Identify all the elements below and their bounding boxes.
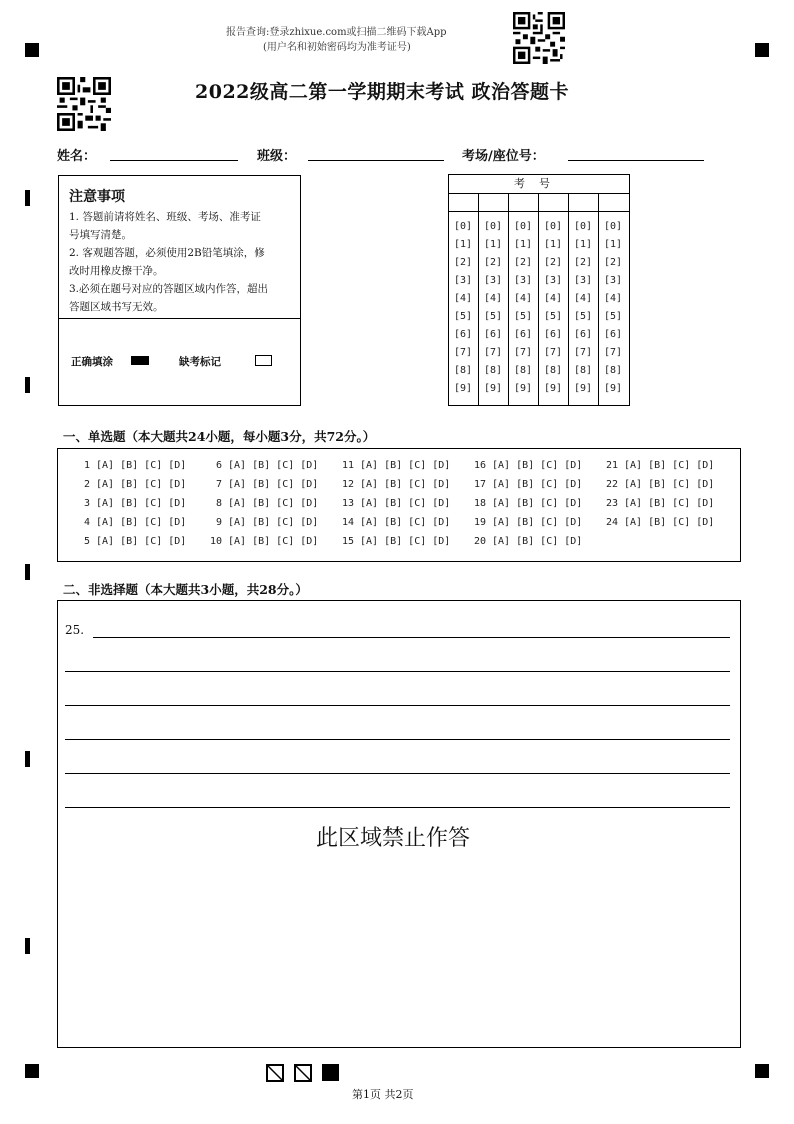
choice-question-row[interactable] xyxy=(336,460,450,471)
absent-mark-box[interactable] xyxy=(255,355,272,366)
question-number: 2 xyxy=(83,479,90,490)
exam-digit-bubble[interactable]: [3] xyxy=(544,275,563,286)
exam-digit-bubble[interactable]: [9] xyxy=(514,383,533,394)
exam-digit-bubble[interactable]: [3] xyxy=(484,275,503,286)
answer-options[interactable]: [A] [B] [C] [D] xyxy=(90,479,187,490)
question-number: 3 xyxy=(83,498,90,509)
blank-mark-icon xyxy=(266,1064,284,1082)
corner-mark-bottom-right xyxy=(755,1064,769,1078)
exam-digit-bubble[interactable]: [2] xyxy=(544,257,563,268)
choice-question-row[interactable] xyxy=(600,498,714,509)
choice-question-row[interactable] xyxy=(468,479,582,490)
notice-line: 改时用橡皮擦干净。 xyxy=(69,265,164,277)
choice-question-row[interactable] xyxy=(204,536,318,547)
answer-options[interactable]: [A] [B] [C] [D] xyxy=(222,517,319,528)
question-number: 5 xyxy=(83,536,90,547)
exam-number-write-row[interactable] xyxy=(449,193,629,212)
answer-options[interactable]: [A] [B] [C] [D] xyxy=(354,460,451,471)
exam-digit-bubble[interactable]: [5] xyxy=(454,311,473,322)
correct-fill-label: 正确填涂 xyxy=(71,356,113,368)
report-info-line2: (用户名和初始密码均为准考证号) xyxy=(263,42,411,53)
question-number: 9 xyxy=(215,517,222,528)
question-number: 6 xyxy=(215,460,222,471)
exam-digit-bubble[interactable]: [4] xyxy=(574,293,593,304)
exam-digit-bubble[interactable]: [0] xyxy=(514,221,533,232)
exam-digit-bubble[interactable]: [5] xyxy=(574,311,593,322)
question-number: 15 xyxy=(341,536,354,547)
exam-digit-bubble[interactable]: [5] xyxy=(484,311,503,322)
question-number: 7 xyxy=(215,479,222,490)
answer-options[interactable]: [A] [B] [C] [D] xyxy=(90,536,187,547)
exam-digit-bubble[interactable]: [2] xyxy=(574,257,593,268)
notice-line: 答题区域书写无效。 xyxy=(69,301,164,313)
exam-digit-bubble[interactable]: [2] xyxy=(604,257,623,268)
forbidden-area-text: 此区域禁止作答 xyxy=(316,826,471,851)
timing-mark xyxy=(25,190,30,206)
question-number: 22 xyxy=(605,479,618,490)
exam-digit-bubble[interactable]: [2] xyxy=(514,257,533,268)
room-seat-label: 考场/座位号： xyxy=(462,149,545,164)
question-number: 20 xyxy=(473,536,486,547)
timing-mark xyxy=(25,751,30,767)
qr-code-icon xyxy=(57,77,111,131)
question-number: 17 xyxy=(473,479,486,490)
answer-line[interactable] xyxy=(65,671,730,672)
choice-question-row[interactable] xyxy=(600,517,714,528)
section2-title: 二、非选择题（本大题共3小题，共28分。） xyxy=(63,582,308,597)
question-number: 23 xyxy=(605,498,618,509)
exam-digit-bubble[interactable]: [7] xyxy=(604,347,623,358)
question-number: 19 xyxy=(473,517,486,528)
question-number: 8 xyxy=(215,498,222,509)
answer-options[interactable]: [A] [B] [C] [D] xyxy=(222,536,319,547)
corner-mark-top-left xyxy=(25,43,39,57)
choice-question-row[interactable] xyxy=(336,536,450,547)
answer-options[interactable]: [A] [B] [C] [D] xyxy=(486,460,583,471)
question-number: 18 xyxy=(473,498,486,509)
exam-digit-bubble[interactable]: [6] xyxy=(514,329,533,340)
exam-digit-bubble[interactable]: [8] xyxy=(484,365,503,376)
exam-digit-bubble[interactable]: [7] xyxy=(484,347,503,358)
question-number: 21 xyxy=(605,460,618,471)
question-number: 24 xyxy=(605,517,618,528)
exam-digit-bubble[interactable]: [7] xyxy=(514,347,533,358)
exam-number-grid xyxy=(448,174,630,406)
question-number: 12 xyxy=(341,479,354,490)
notice-line: 3.必须在题号对应的答题区域内作答，超出 xyxy=(69,283,269,295)
class-label: 班级： xyxy=(257,149,297,164)
choice-question-row[interactable] xyxy=(204,460,318,471)
question-number: 11 xyxy=(341,460,354,471)
exam-digit-bubble[interactable]: [9] xyxy=(484,383,503,394)
exam-digit-bubble[interactable]: [5] xyxy=(514,311,533,322)
corner-mark-bottom-left xyxy=(25,1064,39,1078)
exam-digit-bubble[interactable]: [7] xyxy=(454,347,473,358)
answer-line[interactable] xyxy=(65,773,730,774)
report-info-line1: 报告查询:登录zhixue.com或扫描二维码下载App xyxy=(226,27,447,38)
filled-mark xyxy=(322,1064,339,1081)
answer-options[interactable]: [A] [B] [C] [D] xyxy=(618,517,715,528)
answer-options[interactable]: [A] [B] [C] [D] xyxy=(222,460,319,471)
exam-digit-bubble[interactable]: [8] xyxy=(514,365,533,376)
choice-question-row[interactable] xyxy=(72,536,186,547)
answer-options[interactable]: [A] [B] [C] [D] xyxy=(354,536,451,547)
exam-digit-bubble[interactable]: [3] xyxy=(604,275,623,286)
exam-digit-bubble[interactable]: [5] xyxy=(604,311,623,322)
exam-digit-bubble[interactable]: [1] xyxy=(604,239,623,250)
notice-title: 注意事项 xyxy=(69,189,125,205)
exam-digit-bubble[interactable]: [1] xyxy=(484,239,503,250)
choice-answer-box xyxy=(57,448,741,562)
question-number: 16 xyxy=(473,460,486,471)
exam-digit-bubble[interactable]: [6] xyxy=(574,329,593,340)
choice-question-row[interactable] xyxy=(72,460,186,471)
answer-options[interactable]: [A] [B] [C] [D] xyxy=(618,479,715,490)
exam-digit-bubble[interactable]: [0] xyxy=(544,221,563,232)
page-number: 第1页 共2页 xyxy=(352,1088,414,1101)
corner-mark-top-right xyxy=(755,43,769,57)
answer-options[interactable]: [A] [B] [C] [D] xyxy=(90,498,187,509)
exam-digit-bubble[interactable]: [6] xyxy=(454,329,473,340)
exam-digit-bubble[interactable]: [0] xyxy=(454,221,473,232)
exam-digit-bubble[interactable]: [0] xyxy=(574,221,593,232)
question-number: 10 xyxy=(209,536,222,547)
exam-digit-bubble[interactable]: [5] xyxy=(544,311,563,322)
blank-mark-icon xyxy=(294,1064,312,1082)
exam-digit-bubble[interactable]: [4] xyxy=(514,293,533,304)
section1-title: 一、单选题（本大题共24小题，每小题3分，共72分。） xyxy=(63,429,376,444)
exam-digit-bubble[interactable]: [2] xyxy=(484,257,503,268)
exam-digit-bubble[interactable]: [1] xyxy=(514,239,533,250)
exam-digit-bubble[interactable]: [9] xyxy=(604,383,623,394)
exam-digit-bubble[interactable]: [8] xyxy=(454,365,473,376)
answer-options[interactable]: [A] [B] [C] [D] xyxy=(222,479,319,490)
answer-line[interactable] xyxy=(93,637,730,638)
exam-digit-bubble[interactable]: [2] xyxy=(454,257,473,268)
answer-options[interactable]: [A] [B] [C] [D] xyxy=(90,517,187,528)
correct-fill-sample xyxy=(131,356,149,365)
choice-question-row[interactable] xyxy=(600,460,714,471)
choice-question-row[interactable] xyxy=(468,536,582,547)
exam-digit-bubble[interactable]: [9] xyxy=(454,383,473,394)
notice-line: 1. 答题前请将姓名、班级、考场、准考证 xyxy=(69,211,261,223)
exam-digit-bubble[interactable]: [7] xyxy=(574,347,593,358)
absent-mark-label: 缺考标记 xyxy=(179,356,221,368)
answer-line[interactable] xyxy=(65,807,730,808)
choice-question-row[interactable] xyxy=(468,498,582,509)
exam-digit-bubble[interactable]: [6] xyxy=(484,329,503,340)
exam-digit-bubble[interactable]: [8] xyxy=(574,365,593,376)
choice-question-row[interactable] xyxy=(336,498,450,509)
choice-question-row[interactable] xyxy=(72,479,186,490)
timing-mark xyxy=(25,564,30,580)
room-seat-field[interactable] xyxy=(568,160,704,161)
exam-digit-bubble[interactable]: [4] xyxy=(604,293,623,304)
name-field[interactable] xyxy=(110,160,238,161)
answer-options[interactable]: [A] [B] [C] [D] xyxy=(486,479,583,490)
exam-digit-bubble[interactable]: [8] xyxy=(604,365,623,376)
exam-digit-bubble[interactable]: [0] xyxy=(604,221,623,232)
question-number: 25. xyxy=(65,623,85,637)
choice-question-row[interactable] xyxy=(204,498,318,509)
exam-digit-bubble[interactable]: [1] xyxy=(544,239,563,250)
question-number: 14 xyxy=(341,517,354,528)
answer-box xyxy=(57,600,741,1048)
exam-digit-bubble[interactable]: [8] xyxy=(544,365,563,376)
exam-digit-bubble[interactable]: [1] xyxy=(454,239,473,250)
answer-options[interactable]: [A] [B] [C] [D] xyxy=(222,498,319,509)
answer-options[interactable]: [A] [B] [C] [D] xyxy=(354,498,451,509)
exam-digit-bubble[interactable]: [3] xyxy=(454,275,473,286)
choice-question-row[interactable] xyxy=(204,479,318,490)
exam-digit-bubble[interactable]: [9] xyxy=(544,383,563,394)
class-field[interactable] xyxy=(308,160,444,161)
page-title: 2022级高二第一学期期末考试 政治答题卡 xyxy=(195,81,569,103)
choice-question-row[interactable] xyxy=(72,498,186,509)
exam-digit-bubble[interactable]: [0] xyxy=(484,221,503,232)
exam-digit-bubble[interactable]: [4] xyxy=(484,293,503,304)
choice-question-row[interactable] xyxy=(336,479,450,490)
answer-options[interactable]: [A] [B] [C] [D] xyxy=(354,479,451,490)
answer-options[interactable]: [A] [B] [C] [D] xyxy=(486,498,583,509)
answer-line[interactable] xyxy=(65,705,730,706)
choice-question-row[interactable] xyxy=(600,479,714,490)
choice-question-row[interactable] xyxy=(336,517,450,528)
choice-question-row[interactable] xyxy=(72,517,186,528)
name-label: 姓名： xyxy=(57,149,97,164)
answer-options[interactable]: [A] [B] [C] [D] xyxy=(90,460,187,471)
exam-digit-bubble[interactable]: [4] xyxy=(544,293,563,304)
timing-mark xyxy=(25,377,30,393)
exam-number-header: 考号 xyxy=(449,175,629,194)
exam-digit-bubble[interactable]: [6] xyxy=(604,329,623,340)
qr-code-icon xyxy=(513,12,565,64)
exam-digit-bubble[interactable]: [1] xyxy=(574,239,593,250)
exam-digit-bubble[interactable]: [9] xyxy=(574,383,593,394)
exam-digit-bubble[interactable]: [4] xyxy=(454,293,473,304)
choice-question-row[interactable] xyxy=(204,517,318,528)
exam-digit-bubble[interactable]: [3] xyxy=(574,275,593,286)
notice-box xyxy=(58,175,301,406)
exam-digit-bubble[interactable]: [6] xyxy=(544,329,563,340)
exam-digit-bubble[interactable]: [3] xyxy=(514,275,533,286)
question-number: 13 xyxy=(341,498,354,509)
question-number: 4 xyxy=(83,517,90,528)
answer-options[interactable]: [A] [B] [C] [D] xyxy=(354,517,451,528)
notice-line: 2. 客观题答题，必须使用2B铅笔填涂，修 xyxy=(69,247,265,259)
choice-question-row[interactable] xyxy=(468,460,582,471)
exam-digit-bubble[interactable]: [7] xyxy=(544,347,563,358)
choice-question-row[interactable] xyxy=(468,517,582,528)
answer-options[interactable]: [A] [B] [C] [D] xyxy=(618,460,715,471)
answer-options[interactable]: [A] [B] [C] [D] xyxy=(618,498,715,509)
timing-mark xyxy=(25,938,30,954)
notice-line: 号填写清楚。 xyxy=(69,229,132,241)
answer-options[interactable]: [A] [B] [C] [D] xyxy=(486,517,583,528)
answer-options[interactable]: [A] [B] [C] [D] xyxy=(486,536,583,547)
answer-line[interactable] xyxy=(65,739,730,740)
question-number: 1 xyxy=(83,460,90,471)
